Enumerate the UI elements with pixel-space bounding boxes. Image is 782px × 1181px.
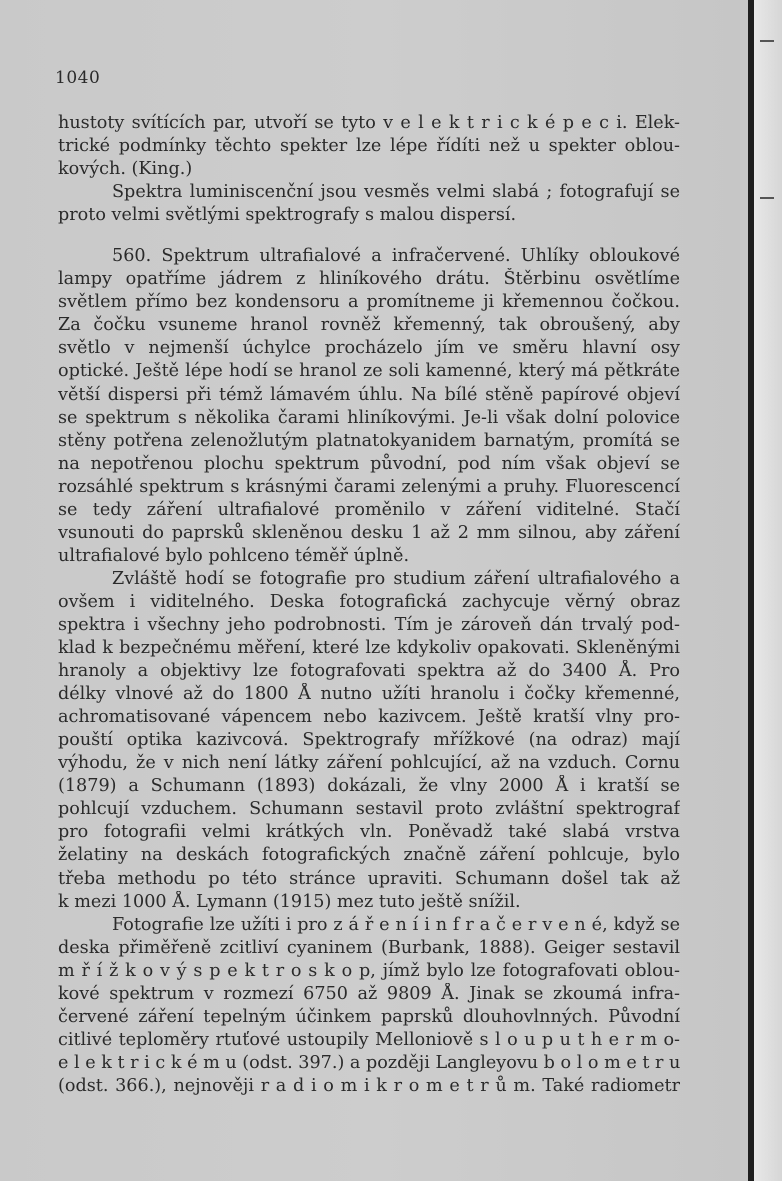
section-gap	[58, 227, 680, 245]
text-line: délky vlnové až do 1800 Å nutno užíti hranolu i čočky křemenné,	[58, 684, 680, 705]
text-line: kových. (King.)	[58, 159, 193, 180]
text-line: pouští optika kazivcová. Spektrografy mřížkové (na odraz) mají	[58, 730, 680, 751]
text-line: se tedy záření ultrafialové proměnilo v záření viditelné. Stačí	[58, 499, 680, 520]
adjacent-page-mark	[760, 40, 774, 42]
text-line: (odst. 366.), nejnověji r a d i o m i k r o m e t r ů m. Také radiometr	[58, 1075, 680, 1096]
text-line: citlivé teploměry rtuťové ustoupily Melloniově s l o u p u t h e r m o-	[58, 1029, 680, 1050]
text-line: lampy opatříme jádrem z hliníkového drátu. Štěrbinu osvětlíme	[58, 269, 680, 290]
text-line: hranoly a objektivy lze fotografovati spektra až do 3400 Å. Pro	[58, 661, 680, 682]
text-line: achromatisované vápencem nebo kazivcem. Ještě kratší vlny pro-	[58, 707, 680, 728]
text-line: m ř í ž k o v ý s p e k t r o s k o p, jímž bylo lze fotografovati oblou-	[58, 960, 680, 981]
page-number: 1040	[55, 68, 101, 88]
text-line: hustoty svítících par, utvoří se tyto v e l e k t r i c k é p e c i. Elek-	[58, 113, 680, 133]
text-line: Zvláště hodí se fotografie pro studium záření ultrafialového a	[112, 568, 680, 589]
body-text	[58, 112, 680, 1098]
text-line: pohlcují vzduchem. Schumann sestavil proto zvláštní spektrograf	[58, 799, 680, 820]
text-line: (1879) a Schumann (1893) dokázali, že vlny 2000 Å i kratší se	[58, 776, 680, 797]
adjacent-page-mark	[760, 197, 774, 199]
text-line: třeba methodu po této stránce upraviti. Schumann došel tak až	[58, 868, 680, 889]
text-line: trické podmínky těchto spekter lze lépe řídíti než u spekter oblou-	[58, 136, 680, 157]
text-line: k mezi 1000 Å. Lymann (1915) mez tuto ještě snížil.	[58, 891, 521, 912]
text-line: vsunouti do paprsků skleněnou desku 1 až 2 mm silnou, aby záření	[58, 522, 680, 543]
text-line: kové spektrum v rozmezí 6750 až 9809 Å. Jinak se zkoumá infra-	[58, 983, 680, 1004]
text-line: světlo v nejmenší úchylce procházelo jím ve směru hlavní osy	[58, 338, 680, 359]
text-line: klad k bezpečnému měření, které lze kdykoliv opakovati. Skleněnými	[58, 638, 680, 659]
text-line: ovšem i viditelného. Deska fotografická zachycuje věrný obraz	[58, 591, 680, 612]
text-line: proto velmi světlými spektrografy s malou dispersí.	[58, 205, 517, 226]
text-line: stěny potřena zelenožlutým platnatokyanidem barnatým, promítá se	[58, 430, 680, 451]
text-line: červené záření tepelným účinkem paprsků dlouhovlnných. Původní	[58, 1006, 680, 1027]
text-line: Fotografie lze užíti i pro z á ř e n í i n f r a č e r v e n é, když se	[112, 914, 680, 935]
text-line: želatiny na deskách fotografických značně záření pohlcuje, bylo	[58, 845, 680, 866]
text-line: se spektrum s několika čarami hliníkovými. Je-li však dolní polovice	[58, 407, 680, 428]
text-line: deska přiměřeně zcitliví cyaninem (Burbank, 1888). Geiger sestavil	[58, 937, 680, 958]
text-line: spektra i všechny jeho podrobnosti. Tím je zároveň dán trvalý pod-	[58, 614, 680, 635]
text-line: e l e k t r i c k é m u (odst. 397.) a později Langleyovu b o l o m e t r u	[58, 1052, 680, 1073]
adjacent-page-edge	[754, 0, 782, 1181]
text-line: optické. Ještě lépe hodí se hranol ze soli kamenné, který má pětkráte	[58, 361, 680, 382]
text-line: na nepotřenou plochu spektrum původní, pod ním však objeví se	[58, 453, 680, 474]
text-line: světlem přímo bez kondensoru a promítneme ji křemennou čočkou.	[58, 292, 680, 313]
text-line: rozsáhlé spektrum s krásnými čarami zelenými a pruhy. Fluorescencí	[58, 476, 680, 497]
text-line: Za čočku vsuneme hranol rovněž křemenný, tak obroušený, aby	[58, 315, 680, 336]
text-line: větší dispersi při témž lámavém úhlu. Na bílé stěně papírové objeví	[58, 384, 680, 405]
section-heading-line: 560. Spektrum ultrafialové a infračervené. Uhlíky obloukové	[112, 246, 680, 267]
text-line: Spektra luminiscenční jsou vesměs velmi slabá ; fotografují se	[112, 182, 680, 203]
text-line: ultrafialové bylo pohlceno téměř úplně.	[58, 545, 410, 566]
text-line: výhodu, že v nich není látky záření pohlcující, až na vzduch. Cornu	[58, 753, 680, 774]
text-line: pro fotografii velmi krátkých vln. Poněvadž také slabá vrstva	[58, 822, 680, 843]
